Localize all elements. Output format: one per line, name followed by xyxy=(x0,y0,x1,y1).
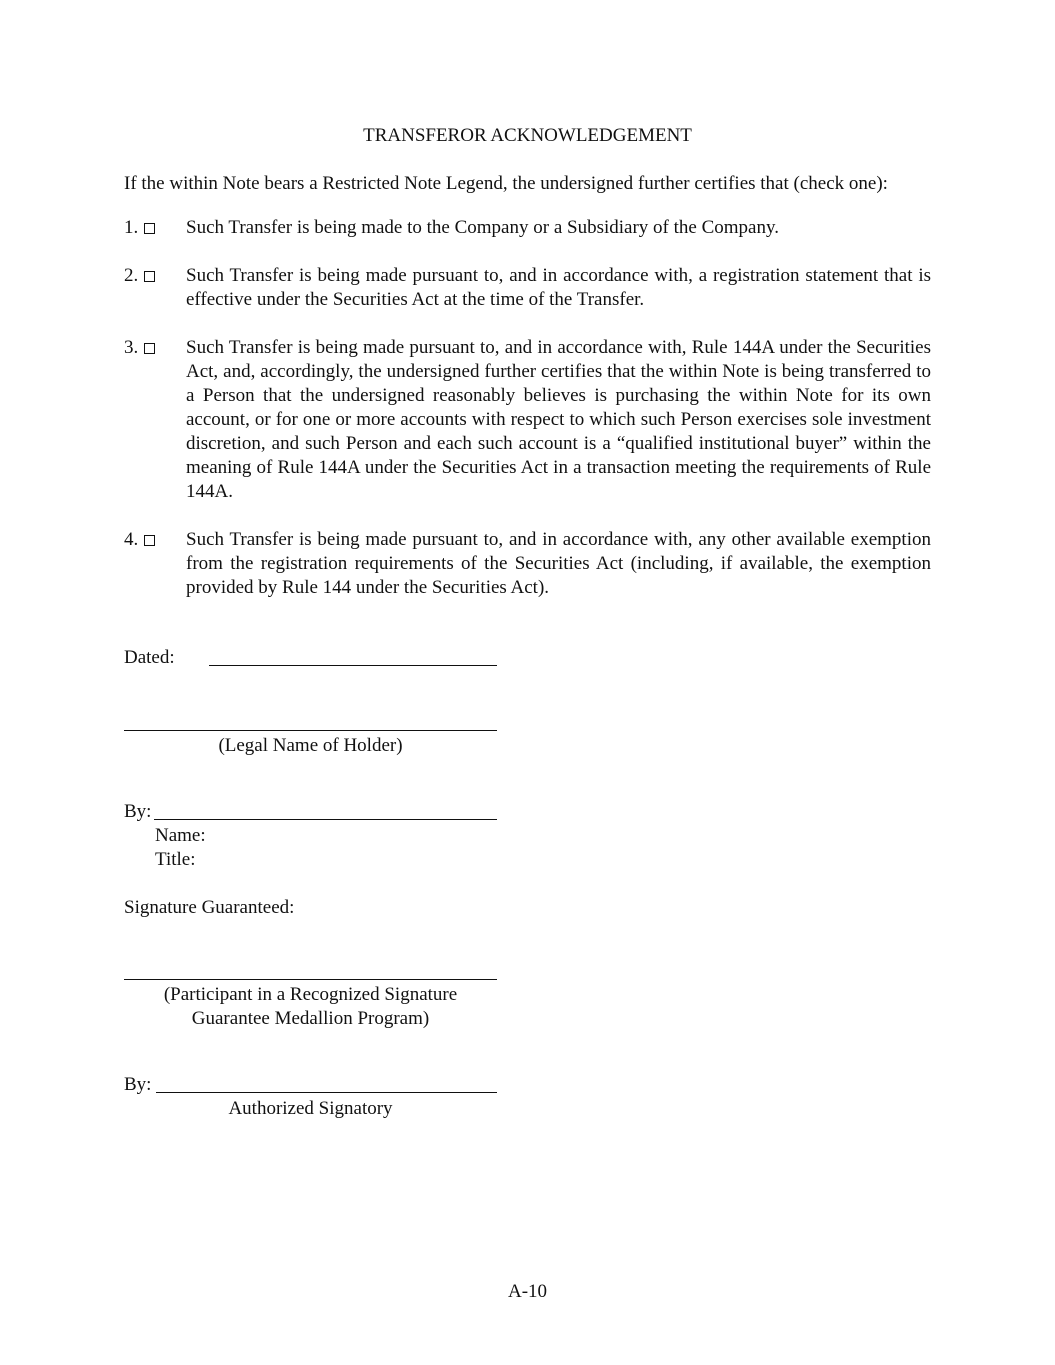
by2-signature-line[interactable] xyxy=(156,1092,497,1093)
option-number: 4. xyxy=(124,529,139,550)
document-body xyxy=(124,124,931,624)
authorized-signatory-caption: Authorized Signatory xyxy=(228,1098,393,1119)
option-3 xyxy=(124,336,931,504)
participant-caption-line2: Guarantee Medallion Program) xyxy=(191,1008,430,1029)
dated-line[interactable] xyxy=(209,665,497,666)
transfer-options-list xyxy=(124,216,931,600)
option-2 xyxy=(124,264,931,312)
option-1 xyxy=(124,216,931,240)
document-title: TRANSFEROR ACKNOWLEDGEMENT xyxy=(363,125,692,146)
guarantor-block xyxy=(124,979,497,1031)
option-text: Such Transfer is being made pursuant to, and in accordance with, Rule 144A under the Securities Act, and, accordingly, the undersigned further certifies that the within Note is being transferred to a Person that the undersigned reasonably believes is purchasing the within Note for its own account, or for one or more accounts with respect to which such Person exercises sole investment discretion, and such Person and each such account is a “qualified institutional buyer” within the meaning of Rule 144A under the Securities Act in a transaction meeting the requirements of Rule 144A. xyxy=(186,337,931,502)
option-1-checkbox[interactable] xyxy=(144,223,155,234)
option-text: Such Transfer is being made pursuant to, and in accordance with, any other available exemption from the registration requirements of the Securities Act (including, if available, the exemption provided by Rule 144 under the Securities Act). xyxy=(186,529,931,598)
option-2-checkbox[interactable] xyxy=(144,271,155,282)
option-text: Such Transfer is being made to the Company or a Subsidiary of the Company. xyxy=(186,217,779,238)
holder-name-line[interactable] xyxy=(124,730,497,731)
holder-caption: (Legal Name of Holder) xyxy=(218,735,403,756)
by-signature-line[interactable] xyxy=(154,819,497,820)
option-number: 2. xyxy=(124,265,139,286)
option-number: 3. xyxy=(124,337,139,358)
option-4-checkbox[interactable] xyxy=(144,535,155,546)
participant-caption-line1: (Participant in a Recognized Signature xyxy=(163,984,458,1005)
option-number: 1. xyxy=(124,217,139,238)
page-number: A-10 xyxy=(507,1281,548,1302)
signature-guaranteed-label: Signature Guaranteed: xyxy=(124,897,295,918)
guarantor-line[interactable] xyxy=(124,979,497,980)
by-block xyxy=(124,800,497,872)
holder-name-block xyxy=(124,730,497,758)
option-4 xyxy=(124,528,931,600)
dated-label: Dated: xyxy=(124,647,175,668)
by2-block xyxy=(124,1073,497,1121)
title-label: Title: xyxy=(155,849,196,870)
by2-label: By: xyxy=(124,1074,152,1095)
name-label: Name: xyxy=(155,825,206,846)
intro-paragraph: If the within Note bears a Restricted Note Legend, the undersigned further certifies that (check one): xyxy=(124,173,888,194)
option-text: Such Transfer is being made pursuant to, and in accordance with, a registration statement that is effective under the Securities Act at the time of the Transfer. xyxy=(186,265,931,310)
dated-row xyxy=(124,646,497,670)
option-3-checkbox[interactable] xyxy=(144,343,155,354)
by-label: By: xyxy=(124,801,152,822)
